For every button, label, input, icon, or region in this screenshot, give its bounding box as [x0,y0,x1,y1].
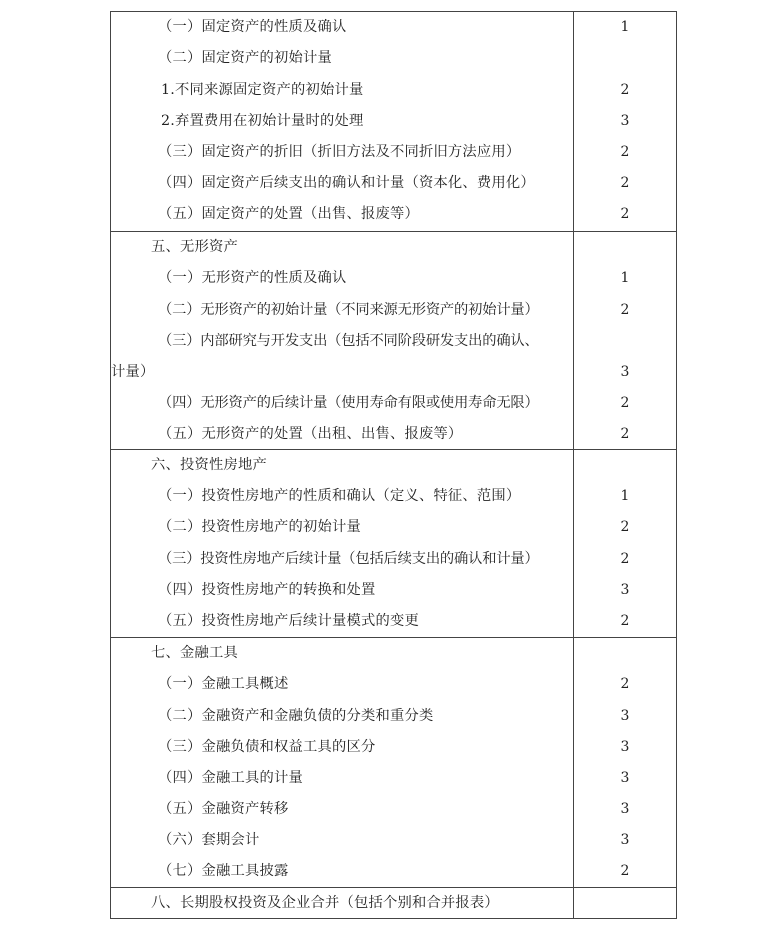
table-row [111,263,676,294]
table-row [111,544,676,575]
row-hours: 3 [620,708,630,724]
table-row [111,481,676,512]
row-hours: 2 [620,144,630,160]
table-row [111,137,676,168]
row-hours: 2 [620,302,630,318]
row-label: （四）固定资产后续支出的确认和计量（资本化、费用化） [158,175,535,191]
row-hours: 2 [620,426,630,442]
table-row [111,732,676,763]
table-row [111,295,676,326]
table-row [111,856,676,887]
row-label: （三）金融负债和权益工具的区分 [158,739,376,755]
section-heading-row [111,638,676,669]
table-row [111,168,676,199]
section-heading-row [111,450,676,481]
row-label: （三）固定资产的折旧（折旧方法及不同折旧方法应用） [158,144,521,160]
row-hours: 2 [620,519,630,535]
table-row [111,669,676,700]
table-row [111,199,676,230]
row-label: （七）金融工具披露 [158,863,289,879]
table-row [111,106,676,137]
row-hours: 2 [620,863,630,879]
row-label: （五）无形资产的处置（出租、出售、报废等） [158,426,463,442]
table-row [111,575,676,606]
section-heading: 六、投资性房地产 [151,457,267,473]
row-label: （五）投资性房地产后续计量模式的变更 [158,613,419,629]
section-heading: 七、金融工具 [151,645,238,661]
section-fixed-assets [111,12,676,232]
row-hours: 2 [620,613,630,629]
row-hours: 2 [620,551,630,567]
row-label: （二）投资性房地产的初始计量 [158,519,361,535]
section-long-term-equity-investment [111,887,676,919]
table-row [111,763,676,794]
section-intangible-assets [111,231,676,450]
section-heading-row [111,232,676,263]
row-label: （一）固定资产的性质及确认 [158,19,347,35]
section-heading: 八、长期股权投资及企业合并（包括个别和合并报表） [151,895,499,911]
section-investment-property [111,449,676,638]
row-label: （二）无形资产的初始计量（不同来源无形资产的初始计量） [158,302,539,318]
table-row [111,357,676,388]
table-row [111,701,676,732]
row-hours: 2 [620,175,630,191]
row-hours: 2 [620,206,630,222]
row-label-continuation: 计量） [111,364,155,380]
table-row [111,794,676,825]
table-row [111,606,676,637]
table-row [111,825,676,856]
row-label: 2.弃置费用在初始计量时的处理 [161,113,364,129]
row-label: （四）金融工具的计量 [158,770,303,786]
row-hours: 2 [620,676,630,692]
row-label: （二）金融资产和金融负债的分类和重分类 [158,708,434,724]
row-label: （二）固定资产的初始计量 [158,50,332,66]
row-hours: 3 [620,113,630,129]
row-hours: 3 [620,832,630,848]
row-label: 1.不同来源固定资产的初始计量 [161,82,364,98]
table-row [111,326,676,357]
row-label: （三）内部研究与开发支出（包括不同阶段研发支出的确认、 [158,333,539,349]
row-label: （一）无形资产的性质及确认 [158,270,347,286]
table-row [111,12,676,43]
table-row [111,43,676,74]
row-label: （四）投资性房地产的转换和处置 [158,582,376,598]
section-financial-instruments [111,637,676,888]
row-hours: 3 [620,364,630,380]
row-hours: 3 [620,770,630,786]
table-row [111,419,676,450]
row-label: （五）金融资产转移 [158,801,289,817]
table-row [111,512,676,543]
row-hours: 1 [620,19,630,35]
row-label: （五）固定资产的处置（出售、报废等） [158,206,419,222]
section-heading: 五、无形资产 [151,239,238,255]
row-hours: 1 [620,270,630,286]
row-hours: 3 [620,739,630,755]
row-label: （三）投资性房地产后续计量（包括后续支出的确认和计量） [158,551,539,567]
row-label: （六）套期会计 [158,832,260,848]
row-label: （一）投资性房地产的性质和确认（定义、特征、范围） [158,488,521,504]
table-row [111,388,676,419]
row-label: （一）金融工具概述 [158,676,289,692]
section-heading-row [111,888,676,919]
row-hours: 2 [620,395,630,411]
row-hours: 2 [620,82,630,98]
row-label: （四）无形资产的后续计量（使用寿命有限或使用寿命无限） [158,395,539,411]
row-hours: 3 [620,801,630,817]
syllabus-table [110,11,677,919]
table-row [111,75,676,106]
row-hours: 1 [620,488,630,504]
row-hours: 3 [620,582,630,598]
